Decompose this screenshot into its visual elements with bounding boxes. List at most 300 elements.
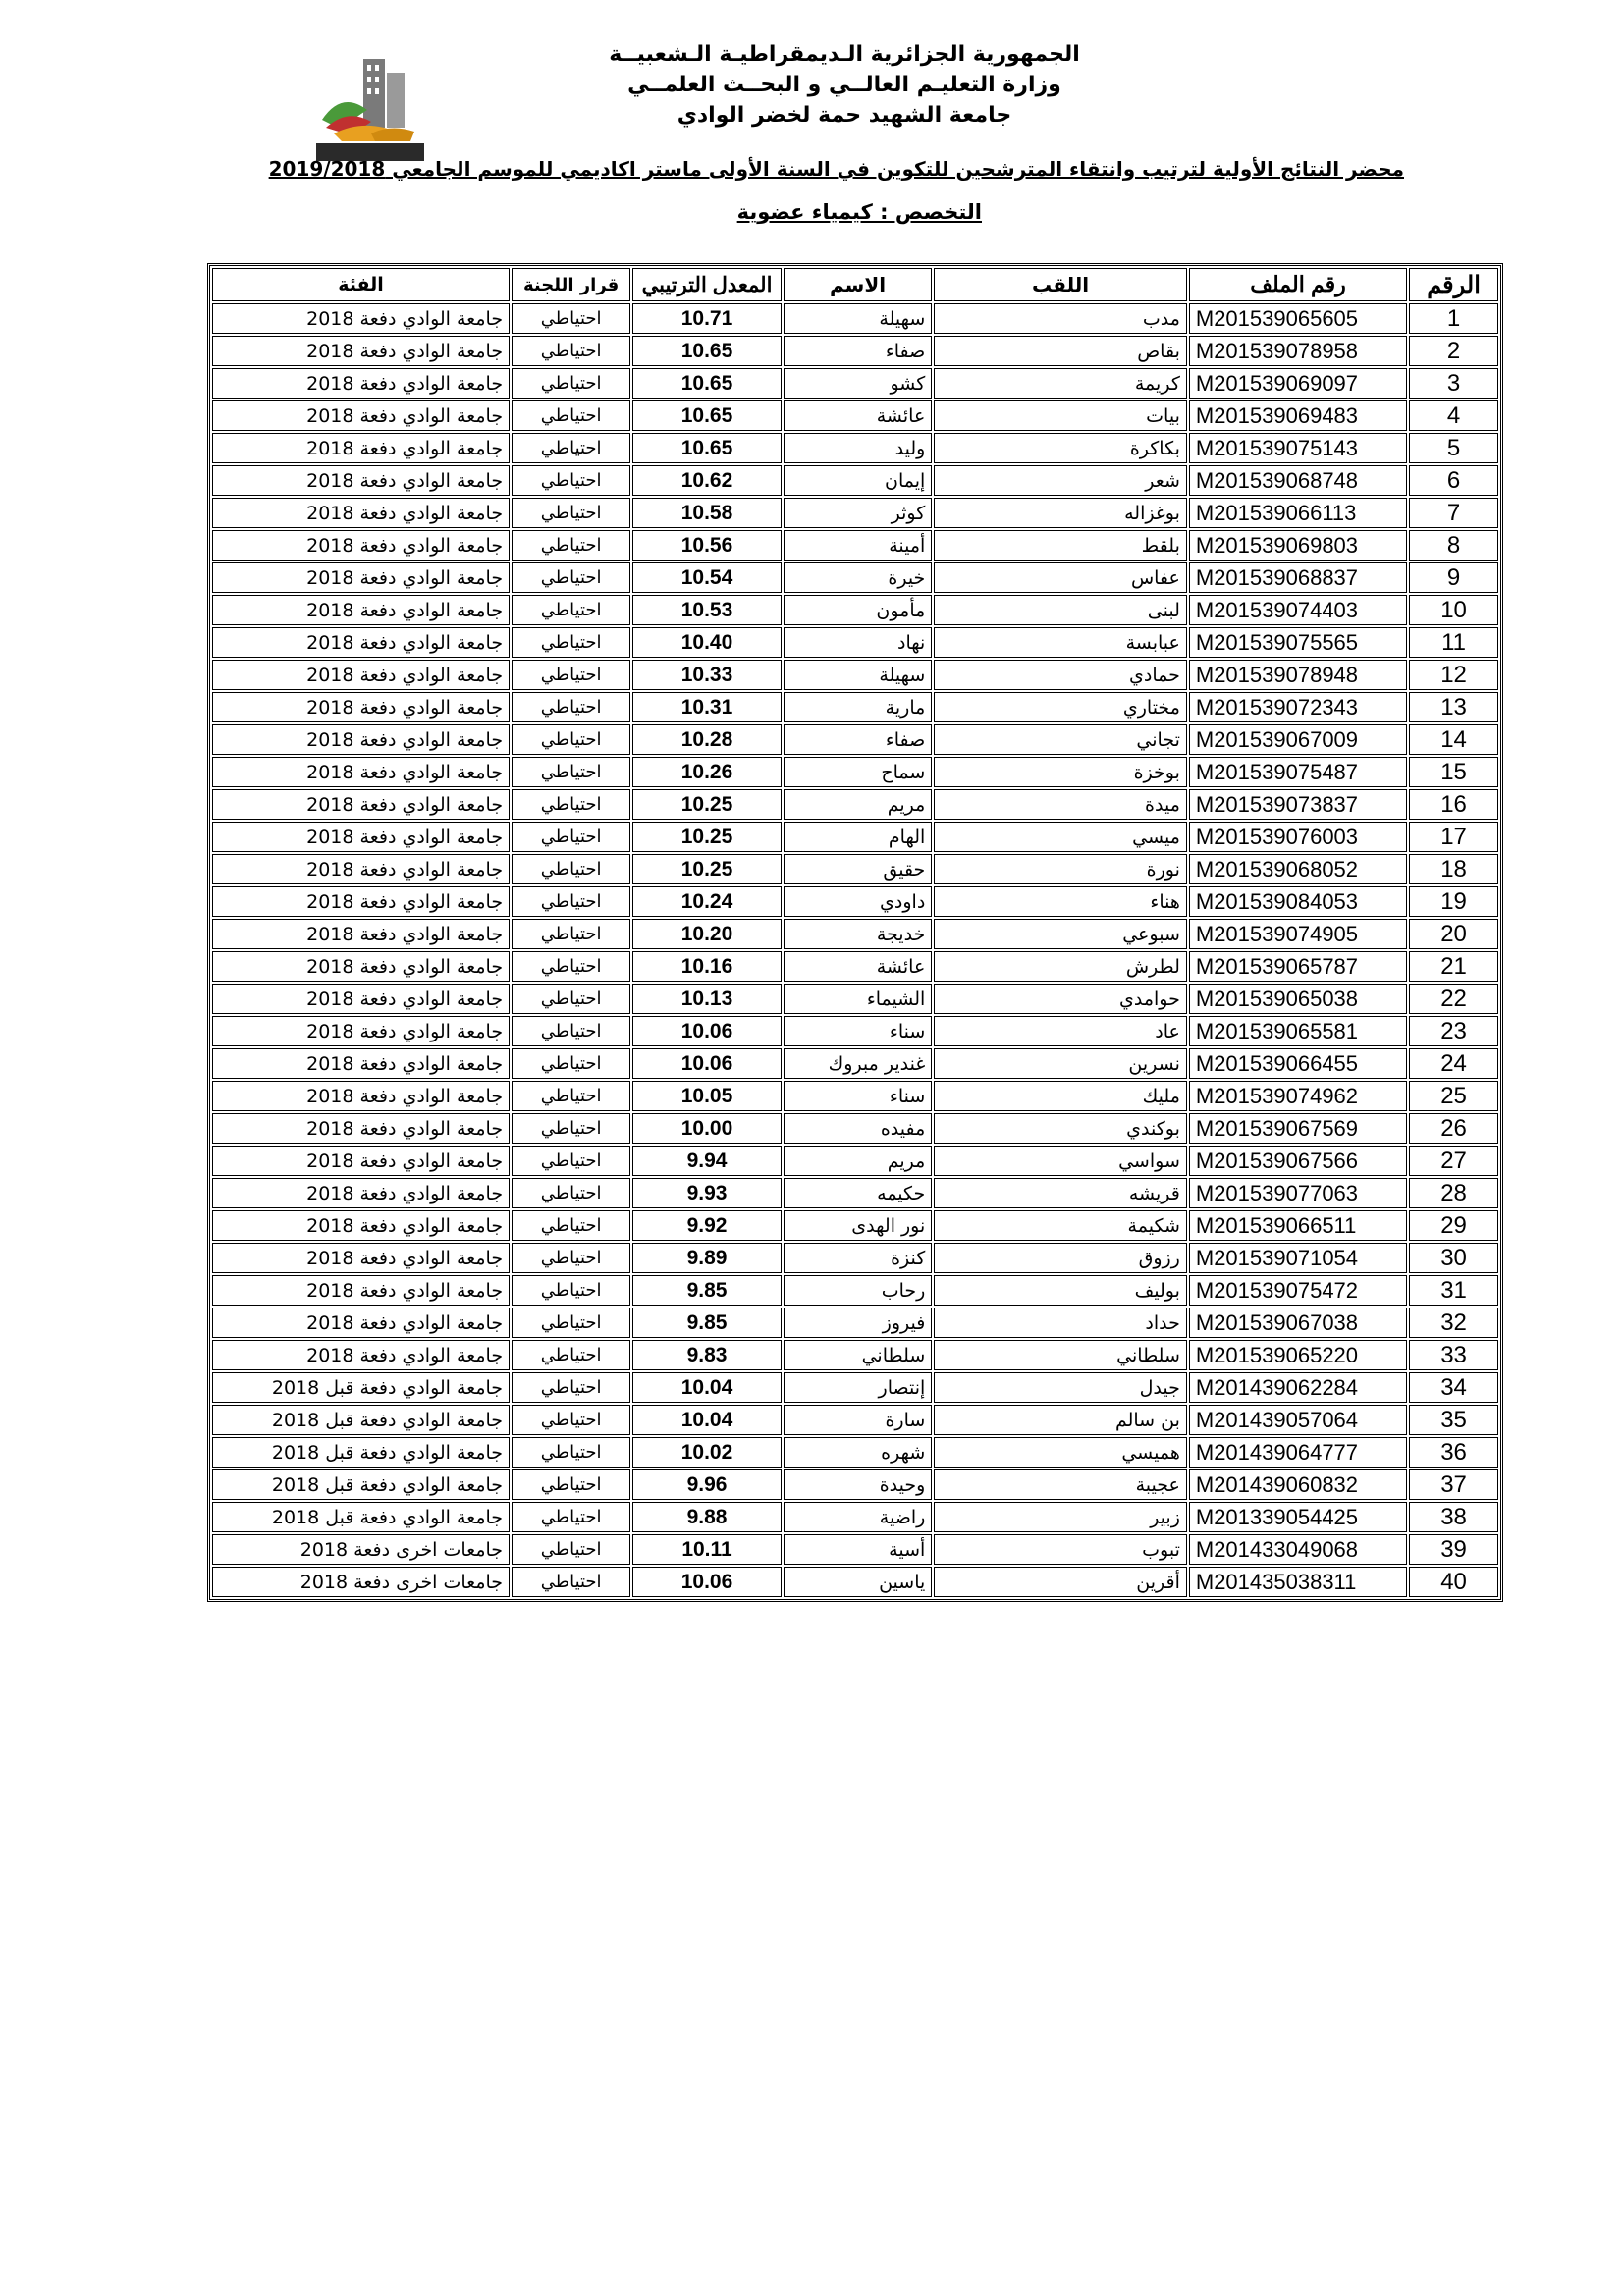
file-number: M201539075487 <box>1189 757 1407 787</box>
ranking-average: 9.96 <box>632 1469 782 1500</box>
first-name: رحاب <box>784 1275 933 1306</box>
committee-decision: احتياطي <box>512 433 630 463</box>
file-number: M201539068748 <box>1189 465 1407 496</box>
ranking-average: 9.83 <box>632 1340 782 1370</box>
row-num: 30 <box>1409 1243 1498 1273</box>
row-num: 7 <box>1409 498 1498 528</box>
ranking-average: 10.71 <box>632 303 782 334</box>
ranking-average: 10.65 <box>632 433 782 463</box>
category: جامعة الوادي دفعة 2018 <box>212 1243 510 1273</box>
specialty-label: التخصص : كيمياء عضوية <box>736 200 982 224</box>
table-row <box>212 1048 1498 1079</box>
file-number: M201539065605 <box>1189 303 1407 334</box>
category: جامعة الوادي دفعة 2018 <box>212 303 510 334</box>
first-name: سهيلة <box>784 660 933 690</box>
category: جامعة الوادي دفعة 2018 <box>212 433 510 463</box>
first-name: صفاء <box>784 724 933 755</box>
ranking-average: 10.58 <box>632 498 782 528</box>
header-last-name: اللقب <box>934 268 1187 301</box>
ministry-line: وزارة التعليـم العالــي و البحــث العلمــي <box>627 73 1061 97</box>
file-number: M201539075472 <box>1189 1275 1407 1306</box>
category: جامعة الوادي دفعة 2018 <box>212 822 510 852</box>
first-name: غندير مبروك <box>784 1048 933 1079</box>
ranking-average: 10.25 <box>632 822 782 852</box>
table-row <box>212 627 1498 658</box>
file-number: M201539074962 <box>1189 1081 1407 1111</box>
table-row <box>212 724 1498 755</box>
first-name: كشو <box>784 368 933 399</box>
first-name: إنتصار <box>784 1372 933 1403</box>
committee-decision: احتياطي <box>512 1146 630 1176</box>
category: جامعة الوادي دفعة 2018 <box>212 1308 510 1338</box>
committee-decision: احتياطي <box>512 1340 630 1370</box>
last-name: عبابسة <box>934 627 1187 658</box>
last-name: ميدة <box>934 789 1187 820</box>
table-row <box>212 1469 1498 1500</box>
row-num: 21 <box>1409 951 1498 982</box>
row-num: 5 <box>1409 433 1498 463</box>
ranking-average: 10.53 <box>632 595 782 625</box>
ranking-average: 9.93 <box>632 1178 782 1208</box>
first-name: سناء <box>784 1081 933 1111</box>
row-num: 16 <box>1409 789 1498 820</box>
committee-decision: احتياطي <box>512 1405 630 1435</box>
last-name: تبوب <box>934 1534 1187 1565</box>
ranking-average: 9.94 <box>632 1146 782 1176</box>
last-name: حمادي <box>934 660 1187 690</box>
last-name: بوغزاله <box>934 498 1187 528</box>
last-name: بكاكرة <box>934 433 1187 463</box>
last-name: ميسي <box>934 822 1187 852</box>
last-name: شعر <box>934 465 1187 496</box>
table-row <box>212 433 1498 463</box>
ranking-average: 10.28 <box>632 724 782 755</box>
file-number: M201539074403 <box>1189 595 1407 625</box>
table-row <box>212 692 1498 722</box>
row-num: 26 <box>1409 1113 1498 1144</box>
ranking-average: 10.16 <box>632 951 782 982</box>
last-name: نسرين <box>934 1048 1187 1079</box>
table-row <box>212 919 1498 949</box>
first-name: الهام <box>784 822 933 852</box>
last-name: بقاص <box>934 336 1187 366</box>
ranking-average: 10.56 <box>632 530 782 561</box>
row-num: 32 <box>1409 1308 1498 1338</box>
committee-decision: احتياطي <box>512 1081 630 1111</box>
last-name: بوكندي <box>934 1113 1187 1144</box>
last-name: لطرش <box>934 951 1187 982</box>
category: جامعة الوادي دفعة 2018 <box>212 465 510 496</box>
table-row <box>212 1567 1498 1597</box>
committee-decision: احتياطي <box>512 789 630 820</box>
row-num: 2 <box>1409 336 1498 366</box>
ranking-average: 10.54 <box>632 562 782 593</box>
committee-decision: احتياطي <box>512 886 630 917</box>
category: جامعات اخرى دفعة 2018 <box>212 1567 510 1597</box>
row-num: 34 <box>1409 1372 1498 1403</box>
university-logo <box>312 51 428 167</box>
first-name: عائشة <box>784 951 933 982</box>
last-name: بوخزة <box>934 757 1187 787</box>
last-name: بوليف <box>934 1275 1187 1306</box>
category: جامعة الوادي دفعة 2018 <box>212 1113 510 1144</box>
committee-decision: احتياطي <box>512 627 630 658</box>
category: جامعة الوادي دفعة 2018 <box>212 498 510 528</box>
first-name: نور الهدى <box>784 1210 933 1241</box>
row-num: 36 <box>1409 1437 1498 1468</box>
row-num: 31 <box>1409 1275 1498 1306</box>
row-num: 39 <box>1409 1534 1498 1565</box>
last-name: سواسي <box>934 1146 1187 1176</box>
last-name: بيات <box>934 400 1187 431</box>
ranking-average: 10.06 <box>632 1048 782 1079</box>
row-num: 37 <box>1409 1469 1498 1500</box>
row-num: 25 <box>1409 1081 1498 1111</box>
committee-decision: احتياطي <box>512 984 630 1014</box>
last-name: جيدل <box>934 1372 1187 1403</box>
category: جامعة الوادي دفعة 2018 <box>212 1275 510 1306</box>
row-num: 11 <box>1409 627 1498 658</box>
committee-decision: احتياطي <box>512 400 630 431</box>
file-number: M201539067038 <box>1189 1308 1407 1338</box>
ranking-average: 10.24 <box>632 886 782 917</box>
row-num: 14 <box>1409 724 1498 755</box>
category: جامعة الوادي دفعة 2018 <box>212 984 510 1014</box>
file-number: M201539067566 <box>1189 1146 1407 1176</box>
table-row <box>212 1016 1498 1046</box>
first-name: إيمان <box>784 465 933 496</box>
last-name: تجاني <box>934 724 1187 755</box>
first-name: خديجة <box>784 919 933 949</box>
first-name: سماح <box>784 757 933 787</box>
committee-decision: احتياطي <box>512 1469 630 1500</box>
first-name: خيرة <box>784 562 933 593</box>
category: جامعة الوادي دفعة 2018 <box>212 530 510 561</box>
row-num: 8 <box>1409 530 1498 561</box>
committee-decision: احتياطي <box>512 1372 630 1403</box>
first-name: سارة <box>784 1405 933 1435</box>
row-num: 3 <box>1409 368 1498 399</box>
category: جامعة الوادي دفعة قبل 2018 <box>212 1437 510 1468</box>
table-row <box>212 562 1498 593</box>
first-name: سلطاني <box>784 1340 933 1370</box>
table-row <box>212 498 1498 528</box>
first-name: راضية <box>784 1502 933 1532</box>
results-table <box>207 263 1503 1602</box>
category: جامعة الوادي دفعة 2018 <box>212 724 510 755</box>
category: جامعة الوادي دفعة 2018 <box>212 1016 510 1046</box>
file-number: M201539066113 <box>1189 498 1407 528</box>
first-name: وحيدة <box>784 1469 933 1500</box>
file-number: M201539065038 <box>1189 984 1407 1014</box>
republic-line: الجمهورية الجزائرية الـديمقراطيـة الـشعبيــة <box>609 42 1080 67</box>
table-row <box>212 530 1498 561</box>
last-name: بن سالم <box>934 1405 1187 1435</box>
committee-decision: احتياطي <box>512 822 630 852</box>
file-number: M201539076003 <box>1189 822 1407 852</box>
file-number: M201539068837 <box>1189 562 1407 593</box>
table-row <box>212 1146 1498 1176</box>
last-name: مليك <box>934 1081 1187 1111</box>
last-name: مختاري <box>934 692 1187 722</box>
file-number: M201539075143 <box>1189 433 1407 463</box>
table-row <box>212 1275 1498 1306</box>
table-row <box>212 1178 1498 1208</box>
last-name: شكيمة <box>934 1210 1187 1241</box>
file-number: M201539065220 <box>1189 1340 1407 1370</box>
header-file: رقم الملف <box>1189 268 1407 301</box>
category: جامعة الوادي دفعة 2018 <box>212 562 510 593</box>
table-row <box>212 984 1498 1014</box>
header-decision: قرار اللجنة <box>512 268 630 301</box>
committee-decision: احتياطي <box>512 1502 630 1532</box>
last-name: نورة <box>934 854 1187 884</box>
file-number: M201539078948 <box>1189 660 1407 690</box>
ranking-average: 10.33 <box>632 660 782 690</box>
committee-decision: احتياطي <box>512 530 630 561</box>
header-num: الرقم <box>1409 268 1498 301</box>
last-name: سلطاني <box>934 1340 1187 1370</box>
table-row <box>212 951 1498 982</box>
table-row <box>212 1437 1498 1468</box>
row-num: 27 <box>1409 1146 1498 1176</box>
row-num: 33 <box>1409 1340 1498 1370</box>
first-name: مأمون <box>784 595 933 625</box>
file-number: M201539075565 <box>1189 627 1407 658</box>
ranking-average: 10.65 <box>632 336 782 366</box>
file-number: M201339054425 <box>1189 1502 1407 1532</box>
ranking-average: 9.85 <box>632 1308 782 1338</box>
last-name: عجيبة <box>934 1469 1187 1500</box>
last-name: قريشه <box>934 1178 1187 1208</box>
category: جامعة الوادي دفعة 2018 <box>212 1178 510 1208</box>
category: جامعة الوادي دفعة 2018 <box>212 1340 510 1370</box>
category: جامعة الوادي دفعة 2018 <box>212 789 510 820</box>
committee-decision: احتياطي <box>512 1534 630 1565</box>
ranking-average: 10.20 <box>632 919 782 949</box>
row-num: 9 <box>1409 562 1498 593</box>
file-number: M201439057064 <box>1189 1405 1407 1435</box>
ranking-average: 10.26 <box>632 757 782 787</box>
committee-decision: احتياطي <box>512 336 630 366</box>
committee-decision: احتياطي <box>512 1178 630 1208</box>
table-row <box>212 1502 1498 1532</box>
category: جامعة الوادي دفعة 2018 <box>212 886 510 917</box>
row-num: 15 <box>1409 757 1498 787</box>
category: جامعة الوادي دفعة 2018 <box>212 400 510 431</box>
committee-decision: احتياطي <box>512 660 630 690</box>
header-first-name: الاسم <box>784 268 933 301</box>
committee-decision: احتياطي <box>512 1210 630 1241</box>
ranking-average: 9.92 <box>632 1210 782 1241</box>
file-number: M201439060832 <box>1189 1469 1407 1500</box>
first-name: حقيق <box>784 854 933 884</box>
file-number: M201539078958 <box>1189 336 1407 366</box>
header-average: المعدل الترتيبي <box>632 268 782 301</box>
row-num: 13 <box>1409 692 1498 722</box>
row-num: 20 <box>1409 919 1498 949</box>
committee-decision: احتياطي <box>512 595 630 625</box>
last-name: عاد <box>934 1016 1187 1046</box>
document-header <box>0 39 1624 177</box>
table-row <box>212 1534 1498 1565</box>
row-num: 22 <box>1409 984 1498 1014</box>
ranking-average: 10.11 <box>632 1534 782 1565</box>
first-name: ياسين <box>784 1567 933 1597</box>
last-name: حداد <box>934 1308 1187 1338</box>
table-row <box>212 400 1498 431</box>
category: جامعة الوادي دفعة 2018 <box>212 1146 510 1176</box>
last-name: كريمة <box>934 368 1187 399</box>
first-name: مارية <box>784 692 933 722</box>
row-num: 23 <box>1409 1016 1498 1046</box>
last-name: رزوق <box>934 1243 1187 1273</box>
category: جامعة الوادي دفعة 2018 <box>212 368 510 399</box>
category: جامعة الوادي دفعة قبل 2018 <box>212 1372 510 1403</box>
file-number: M201539067569 <box>1189 1113 1407 1144</box>
row-num: 12 <box>1409 660 1498 690</box>
row-num: 38 <box>1409 1502 1498 1532</box>
committee-decision: احتياطي <box>512 854 630 884</box>
file-number: M201539066455 <box>1189 1048 1407 1079</box>
category: جامعة الوادي دفعة 2018 <box>212 1081 510 1111</box>
category: جامعة الوادي دفعة 2018 <box>212 757 510 787</box>
ranking-average: 10.06 <box>632 1016 782 1046</box>
table-row <box>212 1113 1498 1144</box>
table-row <box>212 854 1498 884</box>
first-name: شهره <box>784 1437 933 1468</box>
ranking-average: 10.65 <box>632 400 782 431</box>
committee-decision: احتياطي <box>512 303 630 334</box>
file-number: M201539069097 <box>1189 368 1407 399</box>
row-num: 18 <box>1409 854 1498 884</box>
committee-decision: احتياطي <box>512 1275 630 1306</box>
last-name: سبوعي <box>934 919 1187 949</box>
file-number: M201433049068 <box>1189 1534 1407 1565</box>
first-name: داودي <box>784 886 933 917</box>
committee-decision: احتياطي <box>512 919 630 949</box>
table-row <box>212 465 1498 496</box>
file-number: M201539072343 <box>1189 692 1407 722</box>
category: جامعة الوادي دفعة 2018 <box>212 692 510 722</box>
ranking-average: 10.25 <box>632 789 782 820</box>
table-row <box>212 822 1498 852</box>
first-name: مفيده <box>784 1113 933 1144</box>
file-number: M201539069483 <box>1189 400 1407 431</box>
file-number: M201539068052 <box>1189 854 1407 884</box>
file-number: M201539069803 <box>1189 530 1407 561</box>
committee-decision: احتياطي <box>512 1437 630 1468</box>
committee-decision: احتياطي <box>512 1113 630 1144</box>
committee-decision: احتياطي <box>512 562 630 593</box>
category: جامعة الوادي دفعة قبل 2018 <box>212 1469 510 1500</box>
ranking-average: 9.88 <box>632 1502 782 1532</box>
table-row <box>212 1372 1498 1403</box>
ranking-average: 9.85 <box>632 1275 782 1306</box>
committee-decision: احتياطي <box>512 1308 630 1338</box>
first-name: سهيلة <box>784 303 933 334</box>
table-row <box>212 660 1498 690</box>
table-row <box>212 1340 1498 1370</box>
file-number: M201539084053 <box>1189 886 1407 917</box>
committee-decision: احتياطي <box>512 465 630 496</box>
committee-decision: احتياطي <box>512 951 630 982</box>
table-row <box>212 1081 1498 1111</box>
first-name: عائشة <box>784 400 933 431</box>
ranking-average: 10.06 <box>632 1567 782 1597</box>
last-name: هناء <box>934 886 1187 917</box>
row-num: 17 <box>1409 822 1498 852</box>
ranking-average: 9.89 <box>632 1243 782 1273</box>
ranking-average: 10.13 <box>632 984 782 1014</box>
table-row <box>212 886 1498 917</box>
table-row <box>212 303 1498 334</box>
last-name: زبير <box>934 1502 1187 1532</box>
ranking-average: 10.00 <box>632 1113 782 1144</box>
last-name: عفاس <box>934 562 1187 593</box>
last-name: حوامدي <box>934 984 1187 1014</box>
committee-decision: احتياطي <box>512 368 630 399</box>
first-name: كنزة <box>784 1243 933 1273</box>
row-num: 40 <box>1409 1567 1498 1597</box>
category: جامعة الوادي دفعة 2018 <box>212 854 510 884</box>
file-number: M201539067009 <box>1189 724 1407 755</box>
last-name: هميسي <box>934 1437 1187 1468</box>
ranking-average: 10.25 <box>632 854 782 884</box>
table-row <box>212 336 1498 366</box>
file-number: M201539071054 <box>1189 1243 1407 1273</box>
row-num: 1 <box>1409 303 1498 334</box>
first-name: أسية <box>784 1534 933 1565</box>
table-row <box>212 789 1498 820</box>
table-row <box>212 595 1498 625</box>
row-num: 19 <box>1409 886 1498 917</box>
row-num: 29 <box>1409 1210 1498 1241</box>
first-name: مريم <box>784 1146 933 1176</box>
ranking-average: 10.04 <box>632 1372 782 1403</box>
last-name: لبنى <box>934 595 1187 625</box>
row-num: 6 <box>1409 465 1498 496</box>
category: جامعة الوادي دفعة قبل 2018 <box>212 1502 510 1532</box>
committee-decision: احتياطي <box>512 1048 630 1079</box>
committee-decision: احتياطي <box>512 692 630 722</box>
category: جامعة الوادي دفعة قبل 2018 <box>212 1405 510 1435</box>
row-num: 10 <box>1409 595 1498 625</box>
document-title: محضر النتائج الأولية لترتيب وانتقاء المترشحين للتكوين في السنة الأولى ماستر اكاديمي للموسم الجامعي 2019/2018 <box>268 157 1404 181</box>
university-line: جامعة الشهيد حمة لخضر الوادي <box>677 103 1012 128</box>
category: جامعة الوادي دفعة 2018 <box>212 1210 510 1241</box>
first-name: وليد <box>784 433 933 463</box>
file-number: M201439062284 <box>1189 1372 1407 1403</box>
committee-decision: احتياطي <box>512 1243 630 1273</box>
first-name: فيروز <box>784 1308 933 1338</box>
last-name: مدب <box>934 303 1187 334</box>
category: جامعة الوادي دفعة 2018 <box>212 660 510 690</box>
ranking-average: 10.02 <box>632 1437 782 1468</box>
category: جامعة الوادي دفعة 2018 <box>212 627 510 658</box>
ranking-average: 10.62 <box>632 465 782 496</box>
first-name: أمينة <box>784 530 933 561</box>
file-number: M201539065581 <box>1189 1016 1407 1046</box>
committee-decision: احتياطي <box>512 757 630 787</box>
file-number: M201435038311 <box>1189 1567 1407 1597</box>
table-row <box>212 757 1498 787</box>
file-number: M201539065787 <box>1189 951 1407 982</box>
ranking-average: 10.04 <box>632 1405 782 1435</box>
file-number: M201539077063 <box>1189 1178 1407 1208</box>
committee-decision: احتياطي <box>512 1016 630 1046</box>
file-number: M201539073837 <box>1189 789 1407 820</box>
